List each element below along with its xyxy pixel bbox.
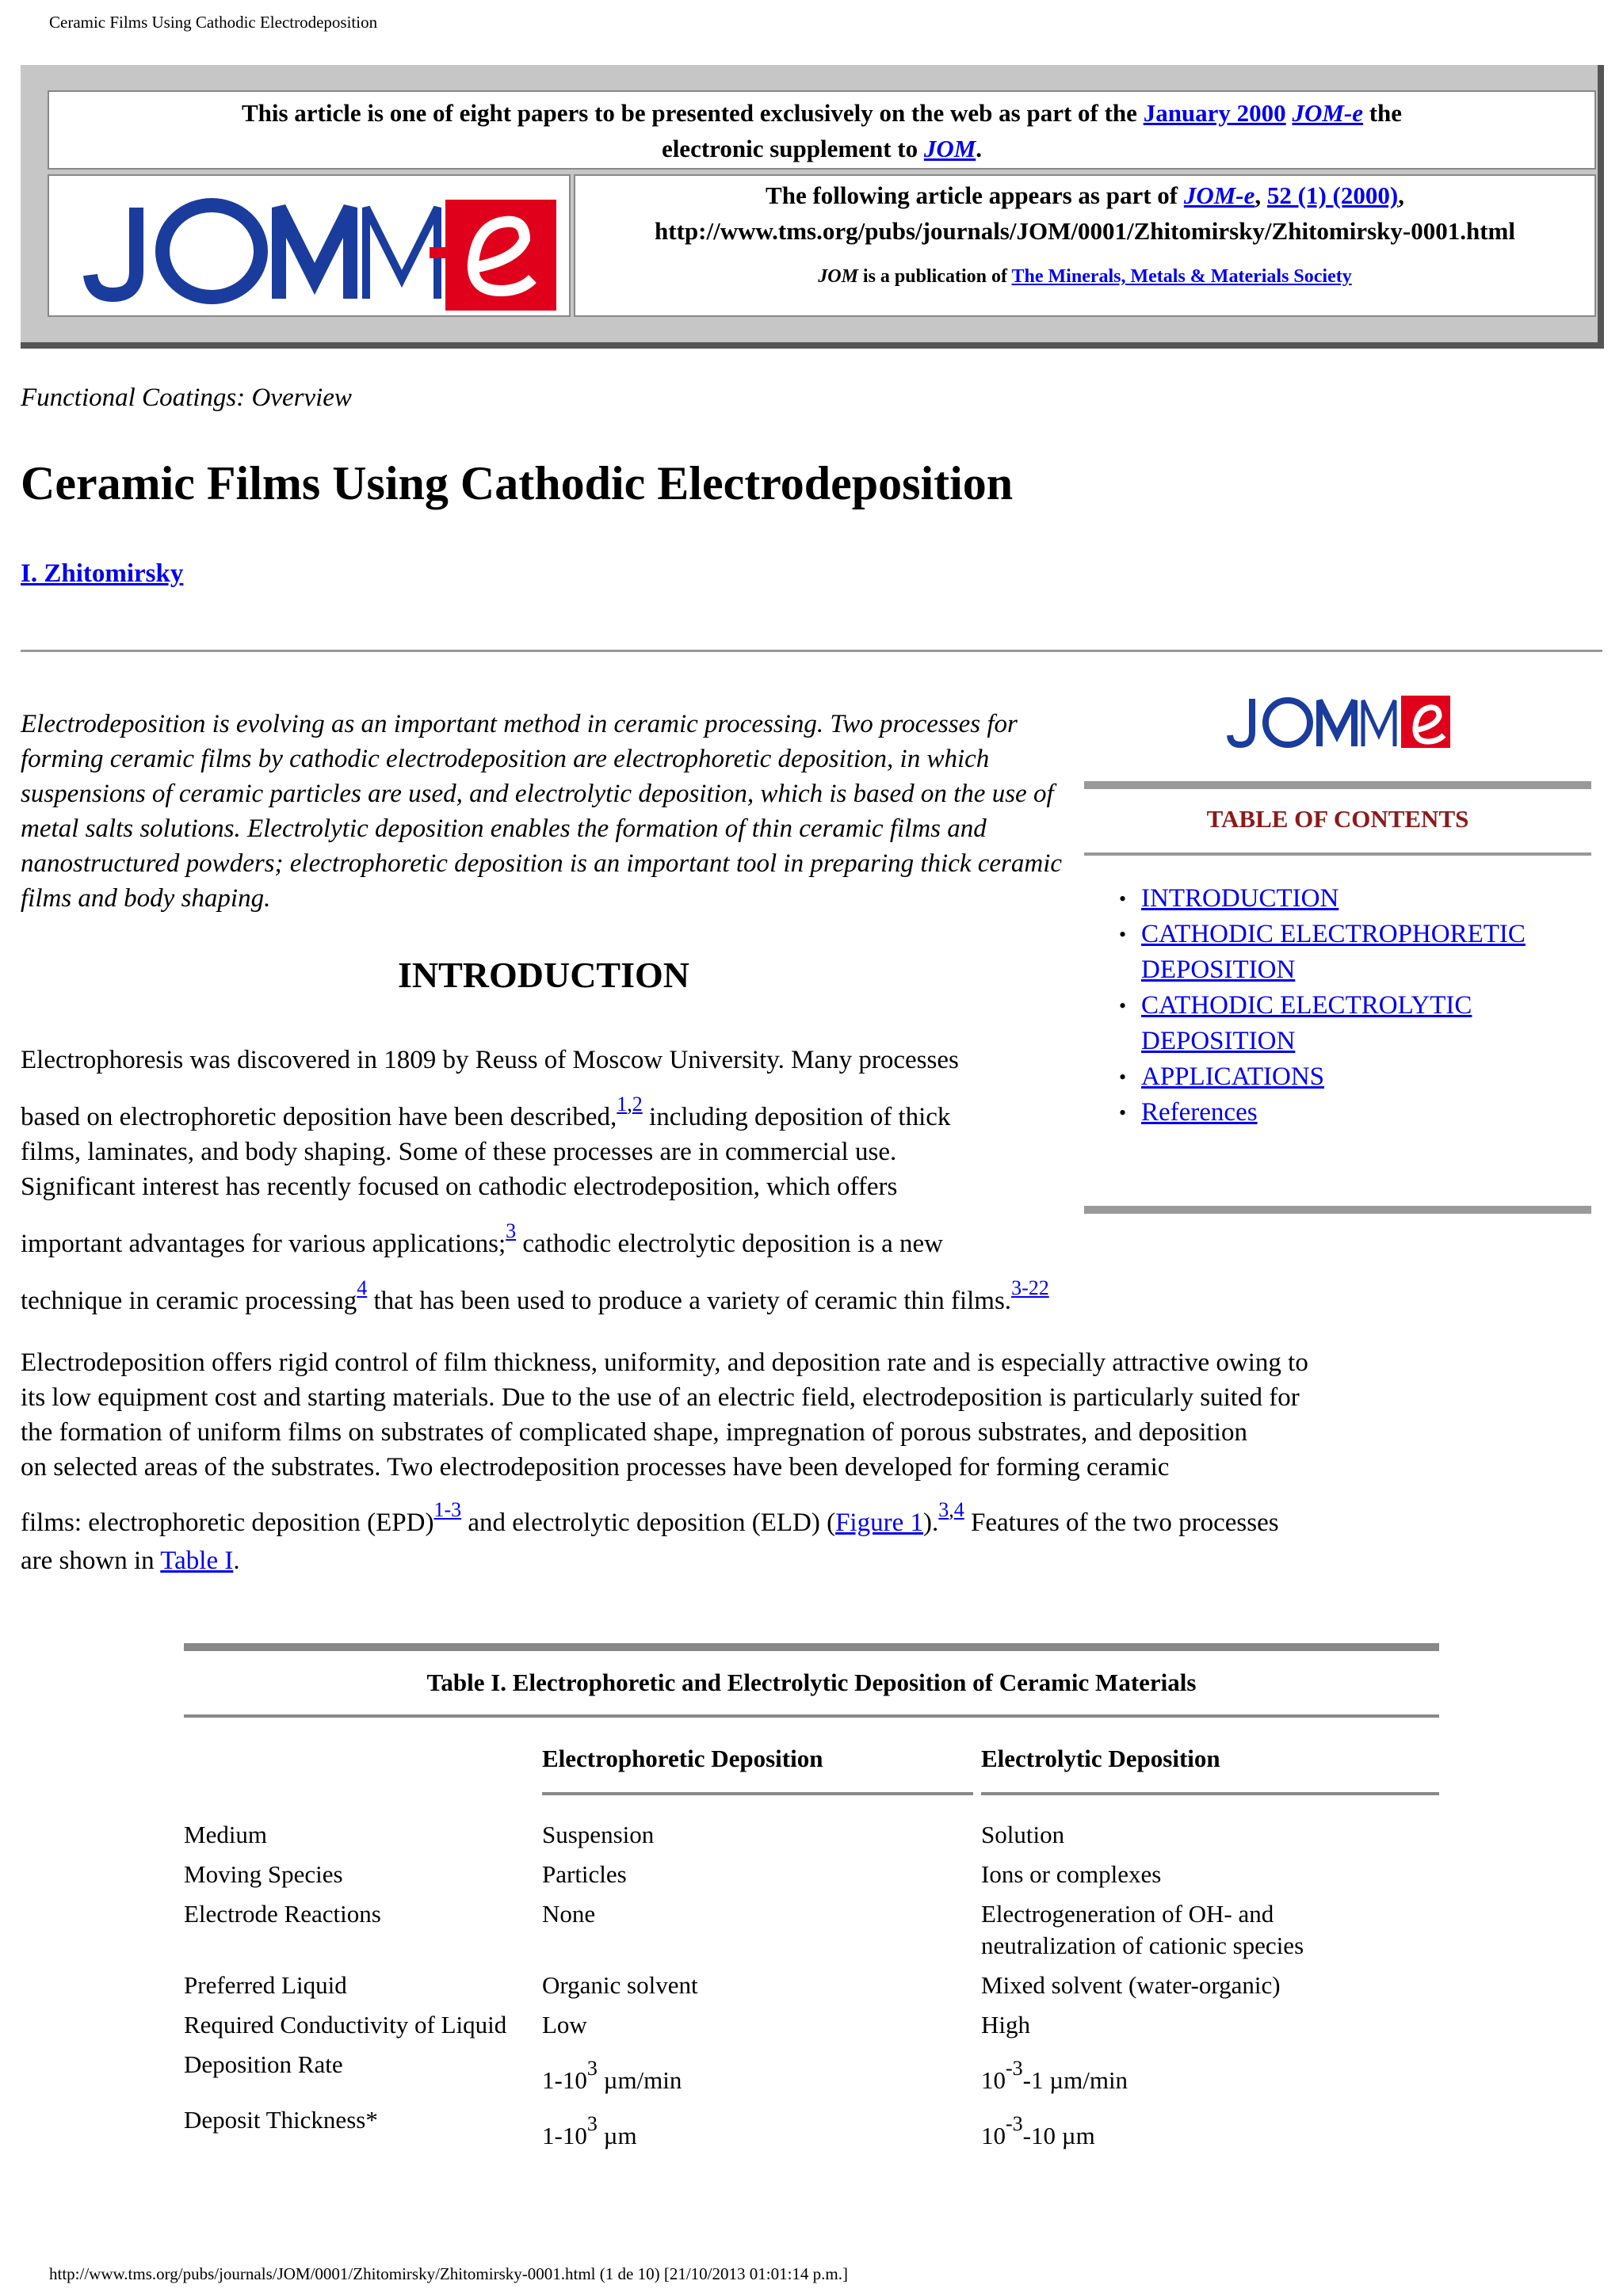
- table-cell: $1-10^3$ µm/min: [542, 2056, 682, 2094]
- para2-line3: the formation of uniform films on substrates of complicated shape, impregnation of porous substrates, and deposition: [21, 1418, 1247, 1447]
- table-cell: None: [542, 1900, 596, 1928]
- toc-title: TABLE OF CONTENTS: [1206, 805, 1469, 833]
- table-cell: $10^{-3}-10$ µm: [981, 2111, 1095, 2149]
- ref-3b-link[interactable]: 3: [938, 1498, 949, 1521]
- para2-line1: Electrodeposition offers rigid control of film thickness, uniformity, and deposition rate and is especially attractive owing to: [21, 1348, 1308, 1377]
- table-col-rule-2: [981, 1792, 1439, 1795]
- banner-info: The following article appears as part of JOM-e, 52 (1) (2000), http://www.tms.org/pubs/journals/JOM/0001/Zhitomirsky/Zhitomirsky-0001.html JOM is a publication of The Minerals, Metals & Materials Society: [574, 174, 1596, 317]
- para2-line2: its low equipment cost and starting materials. Due to the use of an electric field, electrodeposition is particularly suited for: [21, 1383, 1300, 1412]
- ref-3-22-link[interactable]: 3-22: [1011, 1276, 1049, 1299]
- ref-1-link[interactable]: 1: [617, 1093, 628, 1116]
- ref-3-link[interactable]: 3: [506, 1219, 517, 1242]
- para1-line5: important advantages for various applications;$^3$ cathodic electrolytic deposition is a new: [21, 1219, 943, 1258]
- january-2000-link[interactable]: January 2000: [1143, 99, 1286, 127]
- table-col-rule-1: [542, 1792, 973, 1795]
- ref-1-3-link[interactable]: 1-3: [433, 1498, 462, 1521]
- toc-item-introduction[interactable]: INTRODUCTION: [1141, 884, 1339, 913]
- jom-e-small-logo: [1220, 683, 1455, 759]
- table-1-link[interactable]: Table I: [160, 1547, 234, 1575]
- toc-item-references[interactable]: References: [1141, 1098, 1258, 1127]
- table-row-label: Electrode Reactions: [184, 1900, 381, 1928]
- table-caption: Table I. Electrophoretic and Electrolytic Deposition of Ceramic Materials: [426, 1669, 1197, 1696]
- banner-notice: This article is one of eight papers to be presented exclusively on the web as part of the January 2000 JOM-e the electronic supplement to JOM.: [48, 90, 1596, 170]
- intro-heading: INTRODUCTION: [397, 955, 690, 995]
- table-cell: Electrogeneration of OH- and: [981, 1900, 1274, 1928]
- toc-divider-mid: [1084, 852, 1591, 856]
- toc-item-electrolytic[interactable]: CATHODIC ELECTROLYTIC DEPOSITION: [1141, 991, 1472, 1055]
- para2-line4: on selected areas of the substrates. Two electrodeposition processes have been developed for forming ceramic: [21, 1453, 1170, 1482]
- volume-link[interactable]: 52 (1) (2000): [1266, 181, 1399, 209]
- table-row-label: Medium: [184, 1821, 268, 1848]
- table-col-eld: Electrolytic Deposition: [981, 1745, 1220, 1772]
- divider: [21, 650, 1602, 652]
- table-row-label: Preferred Liquid: [184, 1971, 347, 1999]
- para1-line1: Electrophoresis was discovered in 1809 by Reuss of Moscow University. Many processes: [21, 1046, 959, 1074]
- jom-e-link[interactable]: JOM-e: [1292, 99, 1363, 127]
- jom-link[interactable]: JOM: [923, 135, 976, 162]
- table-caption-rule: [184, 1714, 1439, 1718]
- toc-list: [1141, 881, 1585, 1131]
- table-cell: Low: [542, 2011, 587, 2039]
- jom-e-logo: [48, 174, 571, 317]
- section-kicker: Functional Coatings: Overview: [21, 383, 352, 412]
- ref-4-link[interactable]: 4: [357, 1276, 368, 1299]
- table-cell: Solution: [981, 1821, 1065, 1848]
- toc-divider-bottom: [1084, 1206, 1591, 1214]
- para2-line6: are shown in Table I.: [21, 1547, 240, 1575]
- article-url: http://www.tms.org/pubs/journals/JOM/0001/Zhitomirsky/Zhitomirsky-0001.html: [655, 217, 1515, 245]
- footer-url: http://www.tms.org/pubs/journals/JOM/0001/Zhitomirsky/Zhitomirsky-0001.html (1 de 10) [21/10/2013 01:01:14 p.m.]: [49, 2264, 848, 2283]
- para2-line5: films: electrophoretic deposition (EPD)$^{1-3}$ and electrolytic deposition (ELD) (Figure 1).$^{3,4}$ Features of the two processes: [21, 1498, 1279, 1537]
- figure-1-link[interactable]: Figure 1: [835, 1508, 923, 1537]
- table-col-epd: Electrophoretic Deposition: [542, 1745, 823, 1772]
- para1-line2: based on electrophoretic deposition have been described,$^{1,2}$ including deposition of thick: [21, 1093, 951, 1131]
- table-cell: Ions or complexes: [981, 1860, 1162, 1888]
- table-top-rule: [184, 1643, 1439, 1651]
- table-cell: Particles: [542, 1860, 627, 1888]
- ref-2-link[interactable]: 2: [632, 1093, 643, 1116]
- table-row-label: Moving Species: [184, 1860, 343, 1888]
- para1-line4: Significant interest has recently focused on cathodic electrodeposition, which offers: [21, 1173, 898, 1201]
- table-cell: Organic solvent: [542, 1971, 698, 1999]
- table-cell: neutralization of cationic species: [981, 1932, 1304, 1959]
- table-cell: Suspension: [542, 1821, 655, 1848]
- para1-line3: films, laminates, and body shaping. Some of these processes are in commercial use.: [21, 1138, 897, 1166]
- jom-e-issue-link[interactable]: JOM-e: [1183, 181, 1255, 209]
- toc-divider-top: [1084, 781, 1591, 789]
- tms-link[interactable]: The Minerals, Metals & Materials Society: [1011, 266, 1352, 287]
- toc-logo: [1220, 683, 1455, 763]
- table-cell: Mixed solvent (water-organic): [981, 1971, 1281, 1999]
- table-cell: High: [981, 2011, 1030, 2039]
- browser-header: Ceramic Films Using Cathodic Electrodeposition: [49, 13, 378, 32]
- author-link[interactable]: I. Zhitomirsky: [21, 559, 184, 588]
- table-row-label: Deposit Thickness*: [184, 2106, 378, 2134]
- page-title: Ceramic Films Using Cathodic Electrodeposition: [21, 457, 1014, 509]
- jom-e-logo-graphic: [49, 176, 569, 315]
- toc-item-electrophoretic[interactable]: CATHODIC ELECTROPHORETIC DEPOSITION: [1141, 920, 1526, 984]
- table-row-label: Required Conductivity of Liquid: [184, 2011, 507, 2039]
- table-cell: $1-10^3$ µm: [542, 2111, 637, 2149]
- abstract: Electrodeposition is evolving as an important method in ceramic processing. Two processes for forming ceramic films by cathodic electrodeposition are electrophoretic deposition, in which suspensions of ceramic particles are used, and electrolytic deposition, which is based on the use of metal salts solutions. Electrolytic deposition enables the formation of thin ceramic films and nanostructured powders; electrophoretic deposition is an important tool in preparing thick ceramic films and body shaping.: [21, 710, 1063, 913]
- table-row-label: Deposition Rate: [184, 2050, 343, 2078]
- para1-line6: technique in ceramic processing$^4$ that has been used to produce a variety of ceramic thin films.$^{3-22}$: [21, 1276, 1049, 1315]
- toc-item-applications[interactable]: APPLICATIONS: [1141, 1062, 1325, 1091]
- banner: [21, 65, 1604, 349]
- ref-4b-link[interactable]: 4: [953, 1498, 964, 1521]
- table-cell: $10^{-3}-1$ µm/min: [981, 2056, 1128, 2094]
